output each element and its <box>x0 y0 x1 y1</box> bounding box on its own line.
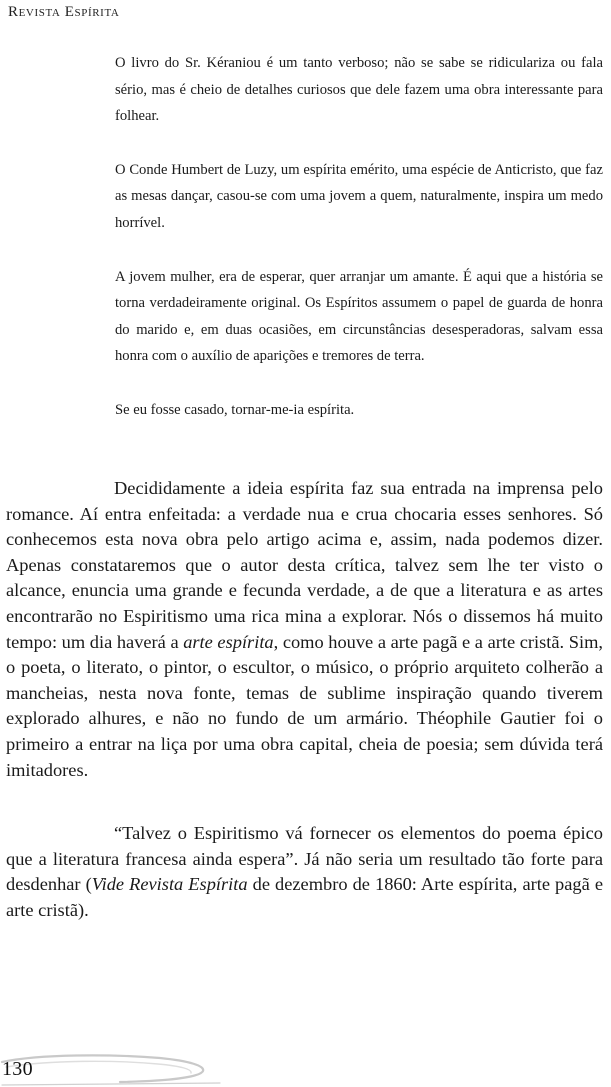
body-paragraph <box>6 476 603 783</box>
body-text-run: , como houve a arte pagã e a arte cristã. Sim, o poeta, o literato, o pintor, o escultor, o músico, o próprio arquiteto colherão a mancheias, nesta nova fonte, temas de sublime inspiração quando tiverem explorado alhures, e não no fundo de um armário. Théophile Gautier foi o primeiro a entrar na liça por uma obra capital, cheia de poesia; sem dúvida terá imitadores. <box>6 631 603 780</box>
swoosh-ornament-icon <box>0 1040 240 1087</box>
italic-citation: Vide Revista Espírita <box>91 874 248 895</box>
quote-paragraph: A jovem mulher, era de esperar, quer arranjar um amante. É aqui que a história se torna verdadeiramente original. Os Espíritos assumem o papel de guarda de honra do marido e, em duas ocasiões, em circunstâncias desesperadoras, salvam essa honra com o auxílio de aparições e tremores de terra. <box>115 268 603 365</box>
quote-paragraph: O livro do Sr. Kéraniou é um tanto verboso; não se sabe se ridiculariza ou fala sério, mas é cheio de detalhes curiosos que dele fazem uma obra interessante para folhear. <box>115 55 603 125</box>
body-text-run: de dezembro de 1860: Arte espírita, arte pagã e arte cristã). <box>6 874 603 920</box>
body-paragraph <box>6 821 603 923</box>
body-text <box>6 476 603 924</box>
page-number: 130 <box>2 1058 33 1080</box>
running-head: Revista Espírita <box>8 4 120 20</box>
quote-paragraph: O Conde Humbert de Luzy, um espírita emérito, uma espécie de Anticristo, que faz as mesas dançar, casou-se com uma jovem a quem, naturalmente, inspira um medo horrível. <box>115 161 603 231</box>
body-text-run: “Talvez o Espiritismo vá fornecer os elementos do poema épico que a literatura francesa ainda espera”. Já não seria um resultado tão forte para desdenhar ( <box>6 823 603 895</box>
quote-paragraph: Se eu fosse casado, tornar-me-ia espírita. <box>115 401 355 418</box>
italic-term: arte espírita <box>183 631 274 652</box>
quoted-excerpt <box>115 50 603 424</box>
body-text-run: Decididamente a ideia espírita faz sua entrada na imprensa pelo romance. Aí entra enfeitada: a verdade nua e crua chocaria esses senhores. Só conhecemos esta nova obra pelo artigo acima e, assim, nada podemos dizer. Apenas constataremos que o autor desta crítica, talvez sem lhe ter visto o alcance, enuncia uma grande e fecunda verdade, a de que a literatura e as artes encontrarão no Espiritismo uma rica mina a explorar. Nós o dissemos há muito tempo: um dia haverá a <box>6 478 603 652</box>
page-folio <box>0 1040 240 1087</box>
